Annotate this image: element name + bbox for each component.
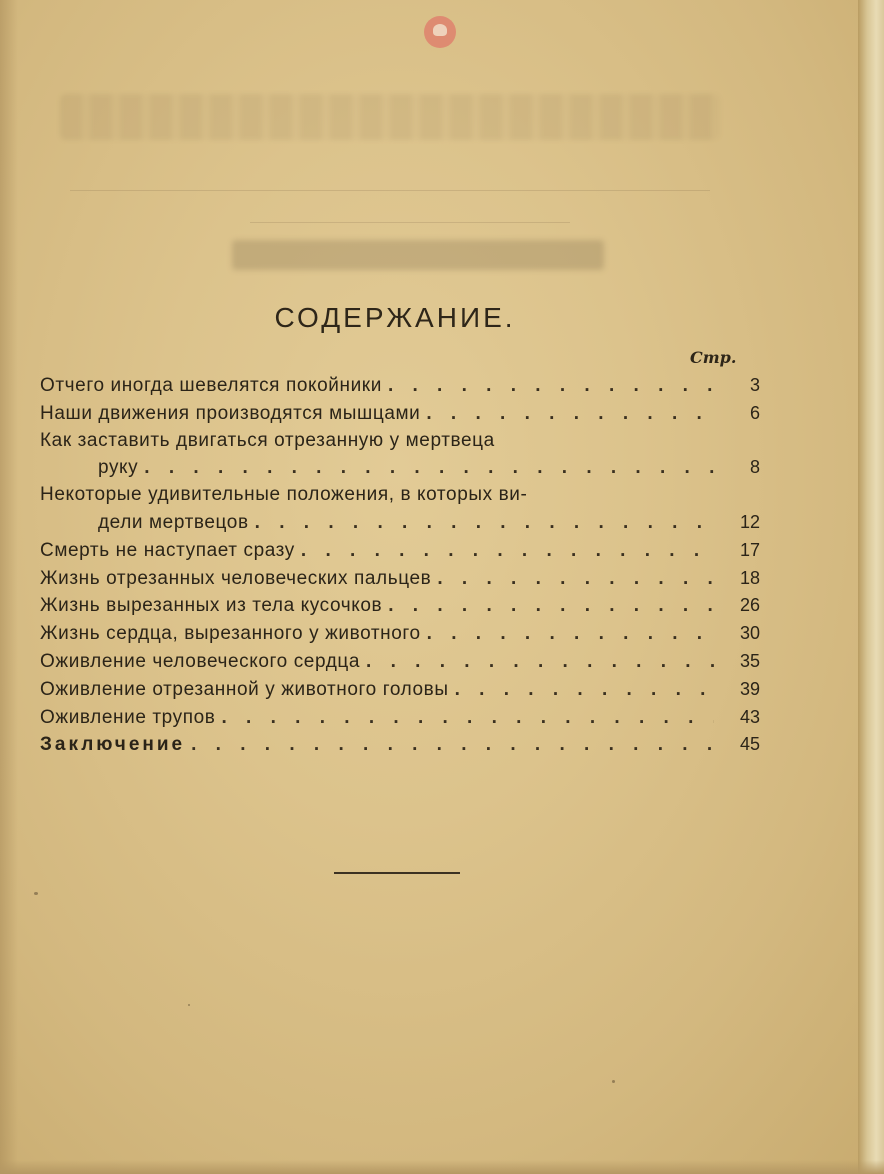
toc-dot-leader	[301, 538, 714, 565]
toc-entry	[40, 731, 760, 759]
toc-dot-leader	[455, 677, 714, 704]
paper-speck	[34, 892, 38, 895]
toc-entry-title: Жизнь отрезанных человеческих пальцев	[40, 567, 432, 589]
toc-page-number: 8	[749, 457, 760, 478]
toc-entry-title: Оживление человеческого сердца	[40, 650, 361, 672]
toc-entry	[40, 592, 760, 620]
toc-entry	[40, 704, 760, 732]
toc-entry	[40, 428, 760, 483]
toc-dot-leader	[221, 705, 714, 732]
toc-dot-leader	[426, 401, 714, 428]
toc-dot-leader	[388, 593, 714, 620]
toc-dot-leader	[144, 455, 714, 482]
reverse-side-show-through	[60, 94, 720, 140]
toc-entry	[40, 482, 760, 537]
toc-entry	[40, 400, 760, 428]
toc-entry-title: Некоторые удивительные положения, в которых ви-	[40, 484, 528, 506]
toc-dot-leader	[427, 621, 714, 648]
page-column-header: Стр.	[690, 348, 737, 367]
toc-entry-title: Как заставить двигаться отрезанную у мертвеца	[40, 429, 495, 451]
toc-page-number: 17	[739, 539, 760, 560]
toc-dot-leader	[437, 566, 714, 593]
booklet-right-edge	[858, 0, 884, 1174]
closing-rule	[334, 872, 460, 874]
toc-page-number: 18	[739, 567, 760, 588]
toc-page-number: 30	[739, 623, 760, 644]
toc-entry	[40, 537, 760, 565]
page-title: СОДЕРЖАНИЕ.	[274, 302, 516, 333]
table-of-contents	[40, 372, 760, 759]
toc-entry-title: Заключение	[40, 734, 186, 756]
toc-entry	[40, 620, 760, 648]
toc-page-number: 6	[749, 402, 760, 423]
toc-page-number: 35	[739, 650, 760, 671]
toc-page-number: 12	[739, 511, 760, 532]
toc-page-number: 45	[739, 734, 760, 755]
toc-entry	[40, 372, 760, 400]
toc-dot-leader	[388, 373, 714, 400]
toc-entry-title: Наши движения производятся мышцами	[40, 402, 421, 424]
toc-page-number: 3	[749, 375, 760, 395]
toc-page-number: 43	[739, 706, 760, 727]
toc-entry-title: Жизнь вырезанных из тела кусочков	[40, 595, 383, 617]
paper-speck	[612, 1080, 615, 1083]
toc-entry	[40, 648, 760, 676]
page-left-shadow	[0, 0, 18, 1174]
toc-page-number: 26	[739, 595, 760, 616]
toc-entry-title: Отчего иногда шевелятся покойники	[40, 375, 382, 396]
toc-entry-title: Оживление отрезанной у животного головы	[40, 678, 449, 700]
toc-entry-title: Смерть не наступает сразу	[40, 539, 295, 561]
toc-entry-title: Жизнь сердца, вырезанного у животного	[40, 623, 421, 645]
paper-speck	[188, 1004, 190, 1006]
booklet-bottom-edge	[0, 1160, 884, 1174]
toc-page-number: 39	[739, 678, 760, 699]
reverse-side-rule	[250, 222, 570, 223]
reverse-side-author-show-through	[232, 240, 604, 270]
toc-entry-title-continued: руку	[98, 457, 139, 479]
toc-dot-leader	[191, 732, 714, 759]
toc-entry	[40, 565, 760, 593]
toc-dot-leader	[366, 649, 714, 676]
watermark-logo-icon	[424, 16, 456, 48]
toc-entry-title: Оживление трупов	[40, 706, 216, 728]
toc-dot-leader	[255, 510, 714, 537]
toc-entry	[40, 676, 760, 704]
reverse-side-rule	[70, 190, 710, 191]
toc-entry-title-continued: дели мертвецов	[98, 511, 249, 533]
